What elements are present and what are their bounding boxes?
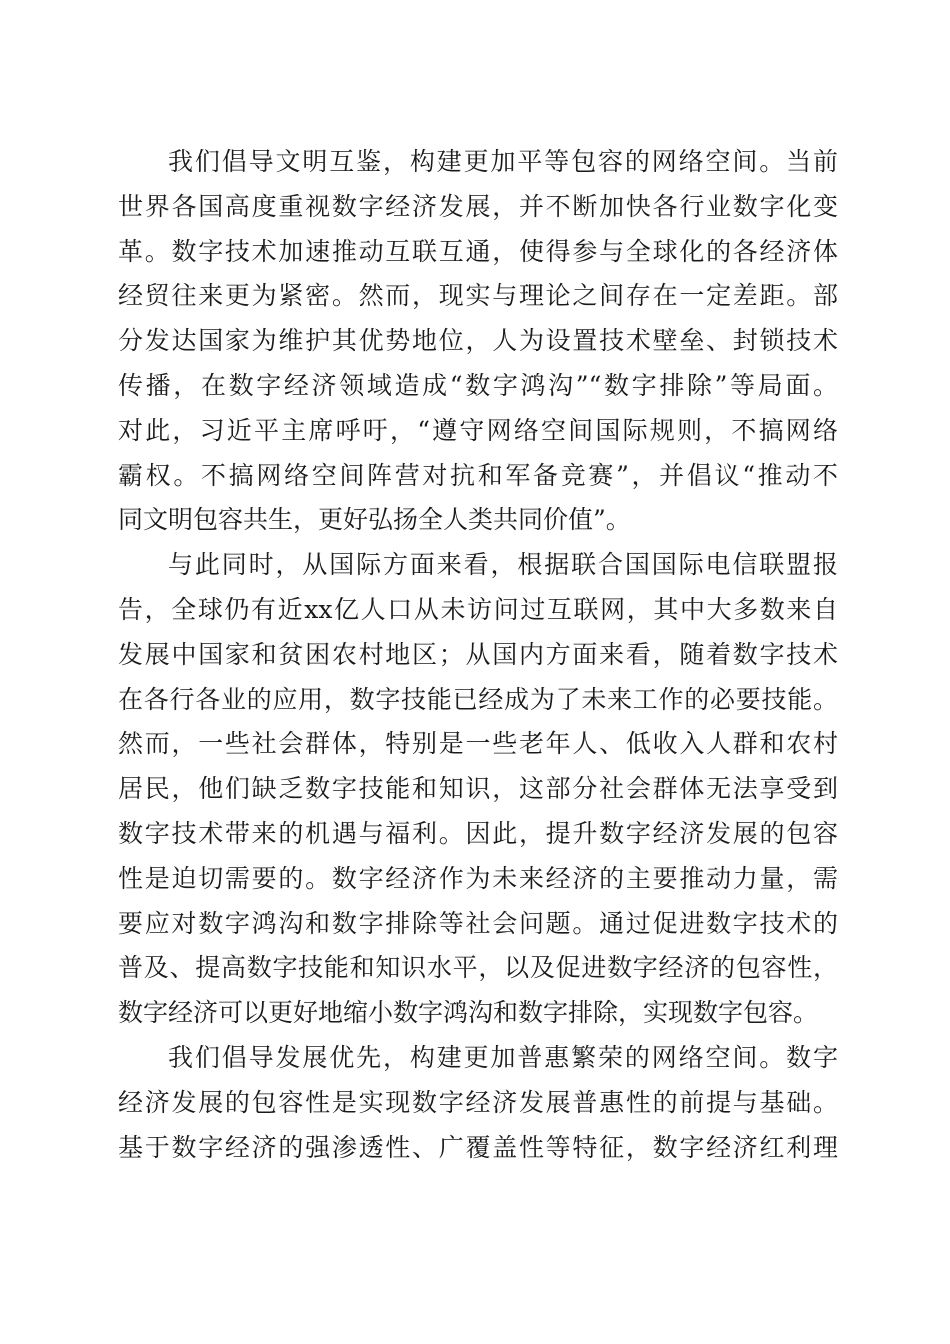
paragraph-1-line-1: 我们倡导文明互鉴，构建更加平等包容的网络空间。当前 — [168, 147, 838, 176]
paragraph-2-line-10: 普及、提高数字技能和知识水平，以及促进数字经济的包容性， — [118, 953, 838, 983]
paragraph-2-line-4: 在各行各业的应用，数字技能已经成为了未来工作的必要技能。 — [118, 684, 838, 714]
paragraph-3-line-3: 基于数字经济的强渗透性、广覆盖性等特征，数字经济红利理 — [118, 1132, 838, 1162]
paragraph-1-line-3: 革。数字技术加速推动互联互通，使得参与全球化的各经济体 — [118, 236, 838, 266]
paragraph-1-line-6: 传播，在数字经济领域造成“数字鸿沟”“数字排除”等局面。 — [118, 370, 838, 400]
paragraph-3-line-1: 我们倡导发展优先，构建更加普惠繁荣的网络空间。数字 — [168, 1042, 838, 1072]
paragraph-2-line-11: 数字经济可以更好地缩小数字鸿沟和数字排除，实现数字包容。 — [118, 998, 819, 1028]
paragraph-2-line-1: 与此同时，从国际方面来看，根据联合国国际电信联盟报 — [168, 550, 838, 580]
paragraph-2-line-8: 性是迫切需要的。数字经济作为未来经济的主要推动力量，需 — [118, 863, 838, 893]
paragraph-2-line-6: 居民，他们缺乏数字技能和知识，这部分社会群体无法享受到 — [118, 774, 838, 804]
paragraph-1-line-5: 分发达国家为维护其优势地位，人为设置技术壁垒、封锁技术 — [118, 326, 838, 356]
paragraph-1-line-9: 同文明包容共生，更好弘扬全人类共同价值”。 — [118, 505, 631, 535]
paragraph-2-line-3: 发展中国家和贫困农村地区；从国内方面来看，随着数字技术 — [118, 639, 838, 669]
document-body — [118, 140, 838, 1170]
paragraph-2-line-2: 告，全球仍有近xx亿人口从未访问过互联网，其中大多数来自 — [118, 594, 838, 624]
paragraph-1-line-4: 经贸往来更为紧密。然而，现实与理论之间存在一定差距。部 — [118, 281, 838, 311]
paragraph-1-line-2: 世界各国高度重视数字经济发展，并不断加快各行业数字化变 — [118, 191, 838, 221]
paragraph-2-line-5: 然而，一些社会群体，特别是一些老年人、低收入人群和农村 — [118, 729, 838, 759]
paragraph-2-line-7: 数字技术带来的机遇与福利。因此，提升数字经济发展的包容 — [118, 818, 838, 848]
paragraph-3-line-2: 经济发展的包容性是实现数字经济发展普惠性的前提与基础。 — [118, 1087, 838, 1117]
paragraph-1-line-8: 霸权。不搞网络空间阵营对抗和军备竞赛”，并倡议“推动不 — [118, 460, 838, 490]
paragraph-1-line-7: 对此，习近平主席呼吁，“遵守网络空间国际规则，不搞网络 — [118, 415, 838, 445]
paragraph-2-line-9: 要应对数字鸿沟和数字排除等社会问题。通过促进数字技术的 — [118, 908, 838, 938]
